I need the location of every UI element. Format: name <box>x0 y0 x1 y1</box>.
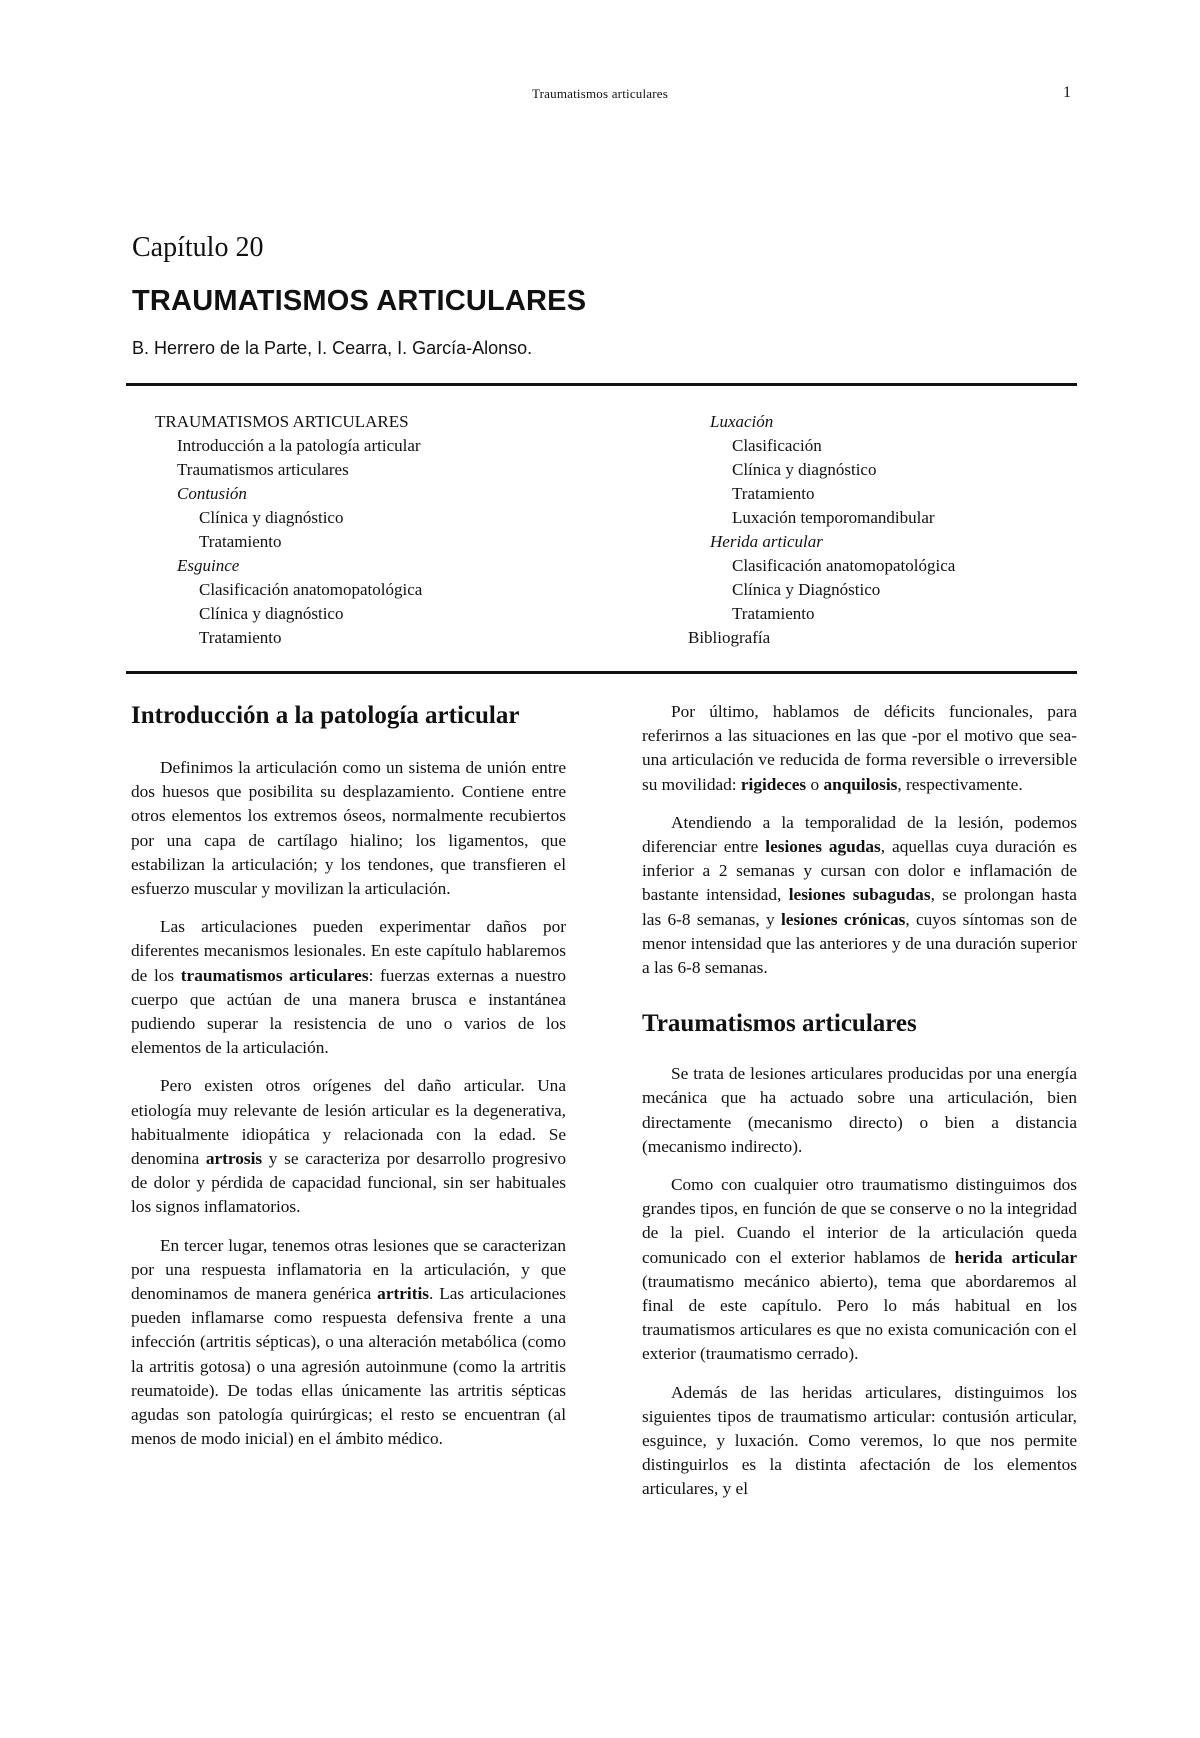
bold-term: lesiones agudas <box>765 837 881 857</box>
body-paragraph <box>131 756 566 901</box>
toc-entry: Tratamiento <box>199 532 282 551</box>
chapter-title: TRAUMATISMOS ARTICULARES <box>132 285 587 317</box>
toc-entry: Tratamiento <box>732 484 815 503</box>
toc-entry: Contusión <box>177 484 247 503</box>
toc-entry: Bibliografía <box>688 628 771 647</box>
bold-term: herida articular <box>954 1247 1078 1267</box>
text-run: Traumatismos articulares <box>642 1010 917 1038</box>
section-heading <box>131 700 566 732</box>
body-paragraph <box>642 811 1077 980</box>
bold-term: artrosis <box>205 1149 263 1169</box>
text-run: : fuerzas externas a nuestro cuerpo que actúan de una manera brusca e instantánea pudiendo superar la resistencia de uno o varios de los elementos de la articulación. <box>131 965 566 1058</box>
toc-entry: Clínica y Diagnóstico <box>732 580 881 599</box>
text-run: , cuyos síntomas son de menor intensidad que las anteriores y de una duración superior a las 6-8 semanas. <box>642 909 1077 978</box>
body-paragraph <box>131 1074 566 1219</box>
bold-term: lesiones subagudas <box>788 885 931 905</box>
page-number: 1 <box>1063 84 1071 101</box>
body-paragraph <box>131 1234 566 1452</box>
bold-term: lesiones crónicas <box>780 909 906 929</box>
body-paragraph <box>642 1381 1077 1502</box>
toc-entry: Luxación <box>710 412 774 431</box>
toc-entry: Clasificación anatomopatológica <box>199 580 423 599</box>
body-left-column <box>131 700 566 1465</box>
text-run: , se prolongan hasta las 6-8 semanas, y <box>642 885 1077 929</box>
text-run: (traumatismo mecánico abierto), tema que abordaremos al final de este capítulo. Pero lo más habitual en los traumatismos articulares es que no exista comunicación con el exterior (traumatismo cerrado). <box>642 1271 1077 1364</box>
toc-entry: Clínica y diagnóstico <box>732 460 877 479</box>
toc-entry: Herida articular <box>710 532 823 551</box>
toc-right-column <box>688 410 955 650</box>
text-run: Introducción a la patología articular <box>131 702 520 729</box>
toc-entry: Clasificación <box>732 436 822 455</box>
text-run: Como con cualquier otro traumatismo distinguimos dos grandes tipos, en función de que se conserve o no la integridad de la piel. Cuando el interior de la articulación queda comunicado con el exterior hablamos de <box>642 1175 1077 1267</box>
toc-entry: Clínica y diagnóstico <box>199 604 344 623</box>
toc-entry: Tratamiento <box>199 628 282 647</box>
toc-entry: TRAUMATISMOS ARTICULARES <box>155 412 409 431</box>
text-run: Definimos la articulación como un sistema de unión entre dos huesos que posibilita su desplazamiento. Contiene entre otros elementos los extremos óseos, normalmente recubiertos por una capa de cartílago hialino; los ligamentos, que estabilizan la articulación; y los tendones, que transfieren el esfuerzo muscular y movilizan la articulación. <box>131 758 566 899</box>
chapter-authors: B. Herrero de la Parte, I. Cearra, I. García-Alonso. <box>132 338 533 358</box>
toc-entry: Introducción a la patología articular <box>177 436 421 455</box>
body-paragraph <box>642 700 1077 797</box>
toc-entry: Esguince <box>177 556 240 575</box>
body-right-column <box>642 700 1077 1516</box>
text-run: Además de las heridas articulares, distinguimos los siguientes tipos de traumatismo articular: contusión articular, esguince, y luxación. Como veremos, lo que nos permite distinguirlos es la distinta afectación de los elementos articulares, y el <box>642 1382 1077 1499</box>
body-paragraph <box>642 1173 1077 1367</box>
bold-term: artritis <box>377 1284 429 1304</box>
body-paragraph <box>642 1062 1077 1159</box>
bold-term: anquilosis <box>823 774 898 794</box>
text-run: En tercer lugar, tenemos otras lesiones que se caracterizan por una respuesta inflamatoria en la articulación, y que denominamos de manera genérica <box>131 1235 566 1304</box>
toc-entry: Traumatismos articulares <box>177 460 349 479</box>
text-run: o <box>806 774 824 794</box>
text-run: Se trata de lesiones articulares producidas por una energía mecánica que ha actuado sobre una articulación, bien directamente (mecanismo directo) o bien a distancia (mecanismo indirecto). <box>642 1064 1077 1156</box>
toc-entry: Clínica y diagnóstico <box>199 508 344 527</box>
toc-entry: Tratamiento <box>732 604 815 623</box>
body-paragraph <box>131 915 566 1060</box>
running-header: Traumatismos articulares <box>531 86 669 101</box>
toc-left-column <box>155 410 422 650</box>
section-heading <box>642 1008 1077 1040</box>
text-run: Atendiendo a la temporalidad de la lesión, podemos diferenciar entre <box>642 812 1077 857</box>
bold-term: rigideces <box>740 774 807 794</box>
text-run: Por último, hablamos de déficits funcionales, para referirnos a las situaciones en las que -por el motivo que sea- una articulación ve reducida de forma reversible o irreversible su movilidad: <box>642 702 1077 794</box>
text-run: Las articulaciones pueden experimentar daños por diferentes mecanismos lesionales. En este capítulo hablaremos de los <box>131 917 566 985</box>
text-run: Pero existen otros orígenes del daño articular. Una etiología muy relevante de lesión articular es la degenerativa, habitualmente idiopática y relacionada con la edad. Se denomina <box>131 1076 566 1169</box>
toc-top-rule <box>126 383 1077 386</box>
toc-entry: Luxación temporomandibular <box>732 508 935 527</box>
chapter-label: Capítulo 20 <box>132 232 264 263</box>
text-run: y se caracteriza por desarrollo progresivo de dolor y pérdida de capacidad funcional, sin ser habituales los signos inflamatorios. <box>131 1149 566 1217</box>
toc-entry: Clasificación anatomopatológica <box>732 556 956 575</box>
bold-term: traumatismos articulares <box>180 965 369 985</box>
text-run: , respectivamente. <box>897 774 1023 794</box>
text-run: . Las articulaciones pueden inflamarse como respuesta defensiva frente a una infección (artritis sépticas), o una alteración metabólica (como la artritis gotosa) o una agresión autoinmune (como la artritis reumatoide). De todas ellas únicamente las artritis sépticas agudas son patología quirúrgicas; el resto se encuentran (al menos de modo inicial) en el ámbito médico. <box>131 1284 566 1449</box>
toc-bottom-rule <box>126 671 1077 674</box>
text-run: , aquellas cuya duración es inferior a 2 semanas y cursan con dolor e inflamación de bastante intensidad, <box>642 837 1077 905</box>
